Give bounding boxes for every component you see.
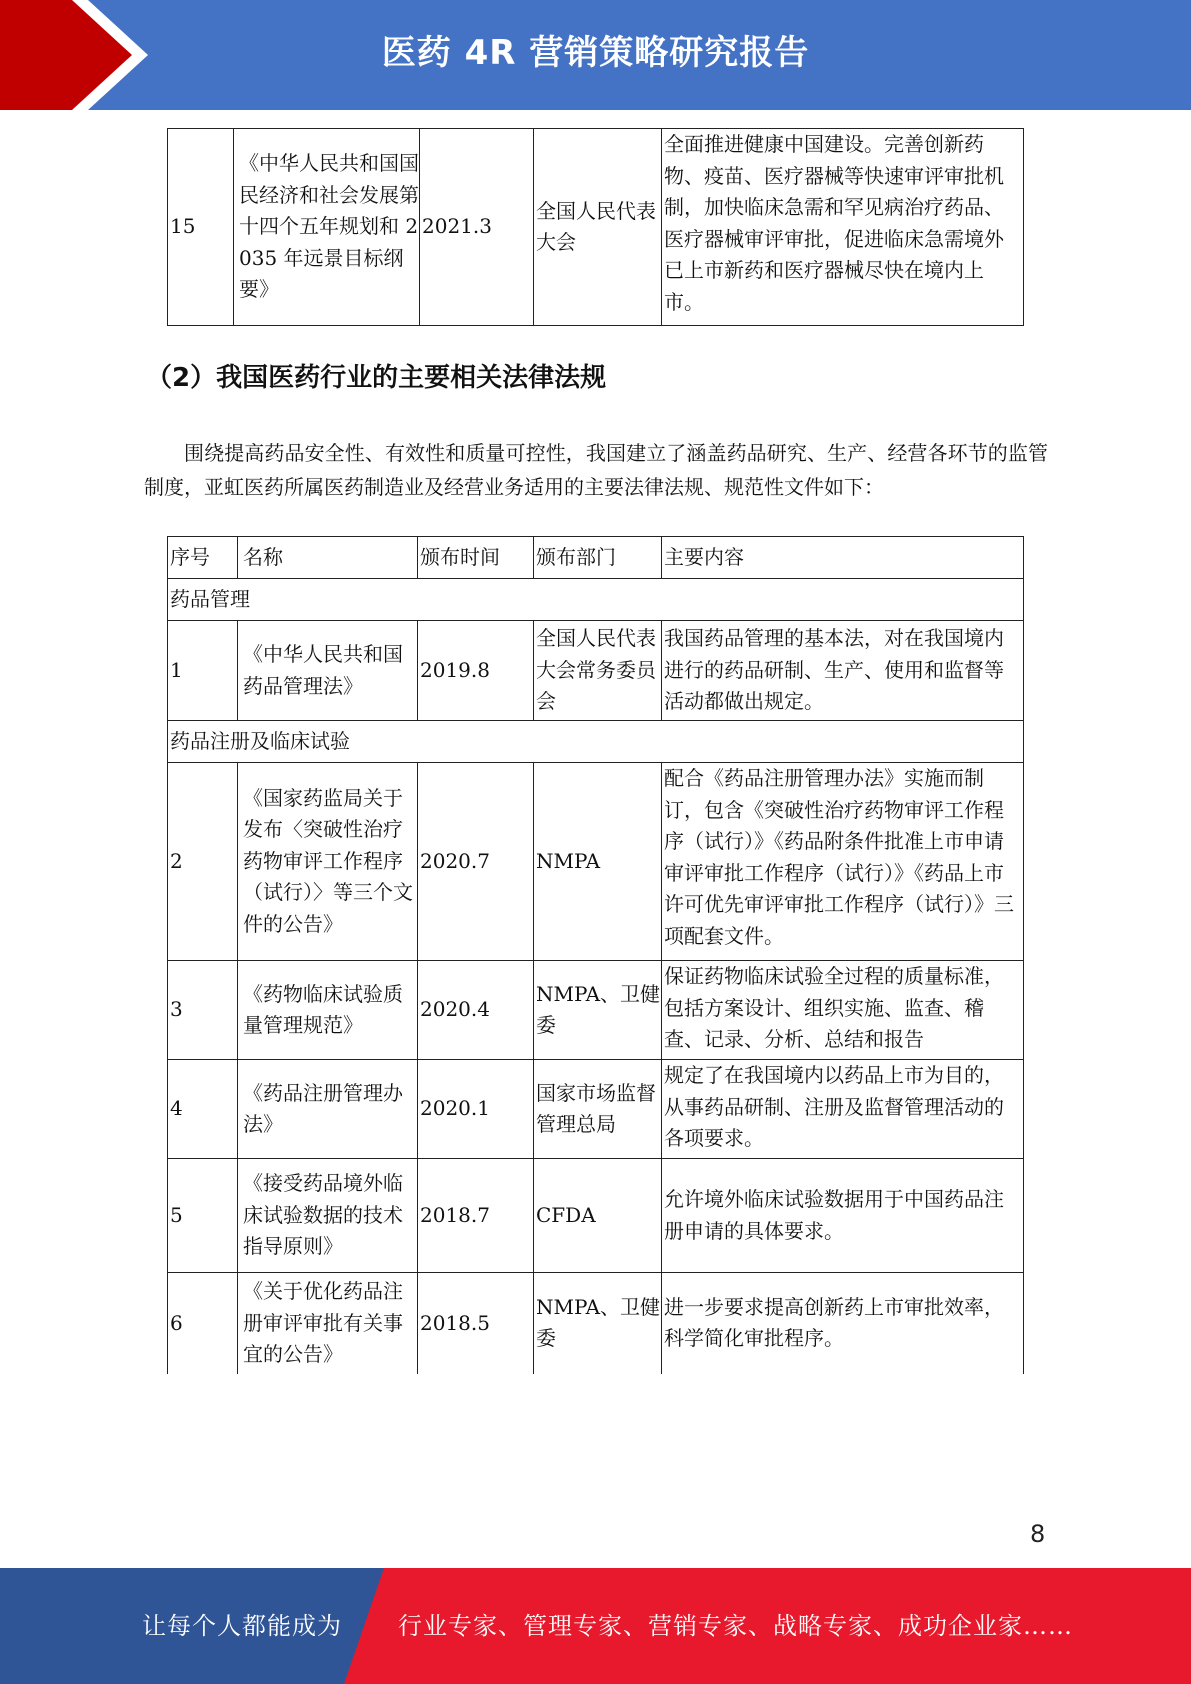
issuing-department: 国家市场监督管理总局 [534,1060,662,1159]
header-content: 主要内容 [662,537,1024,579]
group-label-registration-trials: 药品注册及临床试验 [168,721,1024,763]
table-row [168,763,1024,961]
table-header-row [168,537,1024,579]
issue-date: 2021.3 [420,129,534,326]
main-content: 我国药品管理的基本法，对在我国境内进行的药品研制、生产、使用和监督等活动都做出规定。 [662,621,1024,721]
row-number: 15 [168,129,234,326]
header-date: 颁布时间 [418,537,534,579]
main-content: 全面推进健康中国建设。完善创新药物、疫苗、医疗器械等快速审评审批机制，加快临床急需和罕见病治疗药品、医疗器械审评审批，促进临床急需境外已上市新药和医疗器械尽快在境内上市。 [662,129,1024,326]
issuing-department: CFDA [534,1159,662,1273]
law-name: 《关于优化药品注册审评审批有关事宜的公告》 [238,1273,418,1374]
table-row [168,961,1024,1060]
group-row [168,721,1024,763]
row-number: 2 [168,763,238,961]
issuing-department: 全国人民代表大会 [534,129,662,326]
table-row [168,621,1024,721]
law-name: 《中华人民共和国药品管理法》 [238,621,418,721]
row-number: 1 [168,621,238,721]
page-header [0,0,1191,110]
page-number: 8 [1030,1520,1046,1548]
report-title: 医药 4R 营销策略研究报告 [381,33,810,73]
law-name: 《接受药品境外临床试验数据的技术指导原则》 [238,1159,418,1273]
issue-date: 2018.7 [418,1159,534,1273]
intro-paragraph: 围绕提高药品安全性、有效性和质量可控性，我国建立了涵盖药品研究、生产、经营各环节的监管制度，亚虹医药所属医药制造业及经营业务适用的主要法律法规、规范性文件如下： [144,441,1048,499]
main-content: 规定了在我国境内以药品上市为目的，从事药品研制、注册及监督管理活动的各项要求。 [662,1060,1024,1159]
table-row [168,129,1024,326]
issuing-department: NMPA、卫健委 [534,1273,662,1374]
issuing-department: NMPA [534,763,662,961]
footer-slogan-left: 让每个人都能成为 [142,1612,342,1640]
issue-date: 2020.1 [418,1060,534,1159]
section-heading: （2）我国医药行业的主要相关法律法规 [146,363,607,393]
law-name: 《药物临床试验质量管理规范》 [238,961,418,1060]
law-name: 《国家药监局关于发布〈突破性治疗药物审评工作程序（试行）〉等三个文件的公告》 [238,763,418,961]
table-row [168,1273,1024,1374]
main-content: 允许境外临床试验数据用于中国药品注册申请的具体要求。 [662,1159,1024,1273]
issue-date: 2020.7 [418,763,534,961]
main-content: 进一步要求提高创新药上市审批效率，科学简化审批程序。 [662,1273,1024,1374]
table-row [168,1060,1024,1159]
header-department: 颁布部门 [534,537,662,579]
footer-slogan-right: 行业专家、管理专家、营销专家、战略专家、成功企业家…… [398,1612,1073,1640]
main-content: 配合《药品注册管理办法》实施而制订，包含《突破性治疗药物审评工作程序（试行）》《药品附条件批准上市申请审评审批工作程序（试行）》《药品上市许可优先审评审批工作程序（试行）》三项配套文件。 [662,763,1024,961]
issue-date: 2019.8 [418,621,534,721]
issue-date: 2020.4 [418,961,534,1060]
issuing-department: NMPA、卫健委 [534,961,662,1060]
header-name: 名称 [238,537,418,579]
header-number: 序号 [168,537,238,579]
policy-table-continued [167,128,1024,326]
main-content: 保证药物临床试验全过程的质量标准，包括方案设计、组织实施、监查、稽查、记录、分析、总结和报告 [662,961,1024,1060]
laws-table [167,536,1024,1374]
table-row [168,1159,1024,1273]
issue-date: 2018.5 [418,1273,534,1374]
row-number: 6 [168,1273,238,1374]
group-label-drug-management: 药品管理 [168,579,1024,621]
row-number: 5 [168,1159,238,1273]
issuing-department: 全国人民代表大会常务委员会 [534,621,662,721]
document-name: 《中华人民共和国国民经济和社会发展第十四个五年规划和 2035 年远景目标纲要》 [234,129,420,326]
row-number: 3 [168,961,238,1060]
law-name: 《药品注册管理办法》 [238,1060,418,1159]
group-row [168,579,1024,621]
row-number: 4 [168,1060,238,1159]
page-footer [0,1568,1191,1684]
